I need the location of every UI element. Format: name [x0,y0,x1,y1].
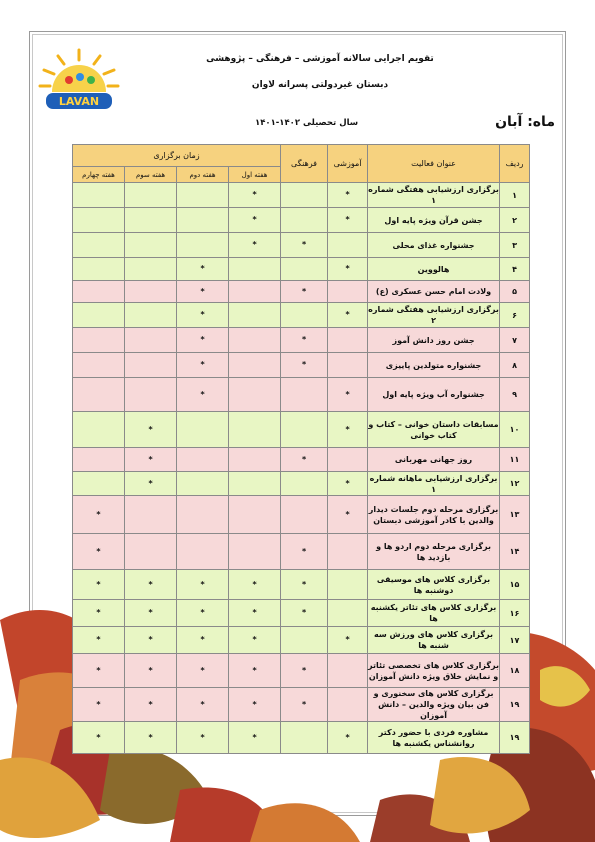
week-3-mark-cell [125,233,177,258]
activity-title-cell: برگزاری مرحله دوم جلسات دیدار والدین با کادر آموزشی دبستان [368,496,500,534]
cultural-mark-cell [281,722,328,754]
week-1-mark-cell: * [229,688,281,722]
activity-title-cell: مسابقات داستان خوانی – کتاب و کتاب خوانی [368,412,500,448]
cultural-mark-cell [281,183,328,208]
activity-title-cell: مشاوره فردی با حضور دکتر روانشناس یکشنبه ها [368,722,500,754]
week-3-mark-cell [125,353,177,378]
table-row [73,183,530,208]
educational-mark-cell [328,281,368,303]
week-3-mark-cell [125,378,177,412]
week-2-mark-cell: * [177,722,229,754]
week-1-mark-cell: * [229,722,281,754]
row-number-cell: ۳ [500,233,530,258]
cultural-mark-cell [281,208,328,233]
cultural-mark-cell: * [281,281,328,303]
week-1-mark-cell: * [229,654,281,688]
cultural-mark-cell: * [281,353,328,378]
week-2-mark-cell [177,183,229,208]
week-3-mark-cell: * [125,570,177,600]
week-2-mark-cell: * [177,258,229,281]
cultural-mark-cell: * [281,600,328,627]
week-4-mark-cell [73,472,125,496]
educational-mark-cell: * [328,183,368,208]
educational-mark-cell [328,233,368,258]
week-4-mark-cell: * [73,496,125,534]
week-3-mark-cell [125,258,177,281]
row-number-cell: ۱۹ [500,722,530,754]
week-2-mark-cell [177,233,229,258]
week-1-mark-cell [229,448,281,472]
cultural-mark-cell: * [281,570,328,600]
activity-title-cell: برگزاری ارزشیابی هفتگی شماره ۱ [368,183,500,208]
activity-title-cell: روز جهانی مهربانی [368,448,500,472]
week-2-mark-cell: * [177,303,229,328]
week-3-mark-cell [125,534,177,570]
week-2-mark-cell: * [177,627,229,654]
activity-title-cell: جشن قرآن ویژه پایه اول [368,208,500,233]
week-2-mark-cell: * [177,378,229,412]
week-2-mark-cell: * [177,281,229,303]
table-row [73,688,530,722]
activity-title-cell: برگزاری کلاس های موسیقی دوشنبه ها [368,570,500,600]
cultural-mark-cell: * [281,328,328,353]
row-number-cell: ۱۳ [500,496,530,534]
week-4-mark-cell [73,303,125,328]
school-name: دبستان غیردولتی پسرانه لاوان [251,80,389,90]
educational-mark-cell: * [328,496,368,534]
row-number-cell: ۱۲ [500,472,530,496]
table-row [73,472,530,496]
cultural-mark-cell: * [281,534,328,570]
week-3-mark-cell [125,208,177,233]
week-2-mark-cell: * [177,353,229,378]
week-2-mark-cell [177,534,229,570]
week-3-mark-cell: * [125,688,177,722]
cultural-mark-cell: * [281,448,328,472]
row-number-cell: ۷ [500,328,530,353]
educational-mark-cell: * [328,378,368,412]
week-1-mark-cell [229,328,281,353]
table-row [73,233,530,258]
activity-title-cell: برگزاری مرحله دوم اردو ها و بازدید ها [368,534,500,570]
week-4-mark-cell [73,183,125,208]
week-1-mark-cell [229,534,281,570]
row-number-cell: ۱۹ [500,688,530,722]
educational-mark-cell: * [328,412,368,448]
week-1-mark-cell: * [229,600,281,627]
header-cultural: فرهنگی [281,145,328,183]
week-1-mark-cell: * [229,208,281,233]
row-number-cell: ۱۰ [500,412,530,448]
activity-title-cell: برگزاری کلاس های ورزش سه شنبه ها [368,627,500,654]
cultural-mark-cell [281,303,328,328]
week-2-mark-cell: * [177,654,229,688]
cultural-mark-cell: * [281,233,328,258]
header-educational: آموزشی [328,145,368,183]
cultural-mark-cell [281,378,328,412]
activity-title-cell: جشنواره متولدین پاییزی [368,353,500,378]
week-2-mark-cell [177,208,229,233]
week-4-mark-cell: * [73,722,125,754]
academic-year: سال تحصیلی ۱۴۰۲-۱۴۰۱ [255,118,359,128]
week-1-mark-cell: * [229,183,281,208]
cultural-mark-cell [281,472,328,496]
row-number-cell: ۴ [500,258,530,281]
header-week-3: هفته سوم [125,167,177,183]
week-4-mark-cell [73,208,125,233]
header-week-2: هفته دوم [177,167,229,183]
week-4-mark-cell [73,353,125,378]
week-2-mark-cell [177,412,229,448]
week-3-mark-cell [125,183,177,208]
week-3-mark-cell [125,303,177,328]
educational-mark-cell [328,654,368,688]
document-title: تقویم اجرایی سالانه آموزشی – فرهنگی – پژوهشی [206,54,434,64]
week-4-mark-cell [73,328,125,353]
cultural-mark-cell: * [281,688,328,722]
header-schedule: زمان برگزاری [73,145,281,167]
activity-title-cell: جشن روز دانش آموز [368,328,500,353]
week-1-mark-cell: * [229,627,281,654]
week-1-mark-cell [229,412,281,448]
educational-mark-cell [328,328,368,353]
week-4-mark-cell: * [73,654,125,688]
activity-title-cell: برگزاری کلاس های تخصصی تئاتر و نمایش خلاق ویژه دانش آموزان [368,654,500,688]
educational-mark-cell [328,448,368,472]
educational-mark-cell: * [328,472,368,496]
cultural-mark-cell [281,496,328,534]
row-number-cell: ۱۷ [500,627,530,654]
week-3-mark-cell: * [125,722,177,754]
row-number-cell: ۹ [500,378,530,412]
week-3-mark-cell [125,496,177,534]
table-row [73,353,530,378]
week-4-mark-cell: * [73,534,125,570]
table-row [73,570,530,600]
week-2-mark-cell [177,496,229,534]
week-2-mark-cell [177,472,229,496]
row-number-cell: ۱۴ [500,534,530,570]
week-2-mark-cell: * [177,688,229,722]
cultural-mark-cell [281,627,328,654]
table-row [73,654,530,688]
week-2-mark-cell [177,448,229,472]
week-1-mark-cell [229,303,281,328]
week-2-mark-cell: * [177,570,229,600]
month-label: ماه: آبان [495,114,555,130]
week-4-mark-cell [73,233,125,258]
educational-mark-cell [328,600,368,627]
row-number-cell: ۸ [500,353,530,378]
week-4-mark-cell [73,378,125,412]
table-row [73,412,530,448]
header-week-4: هفته چهارم [73,167,125,183]
cultural-mark-cell [281,258,328,281]
week-4-mark-cell: * [73,570,125,600]
week-4-mark-cell [73,258,125,281]
educational-mark-cell: * [328,303,368,328]
schedule-table [72,144,530,754]
week-1-mark-cell [229,496,281,534]
table-row [73,258,530,281]
activity-title-cell: برگزاری ارزشیابی هفتگی شماره ۲ [368,303,500,328]
week-3-mark-cell [125,281,177,303]
week-2-mark-cell: * [177,600,229,627]
week-3-mark-cell: * [125,448,177,472]
educational-mark-cell: * [328,627,368,654]
header-row-number: ردیف [500,145,530,183]
week-1-mark-cell [229,258,281,281]
week-1-mark-cell: * [229,233,281,258]
school-logo [36,46,122,116]
activity-title-cell: ولادت امام حسن عسکری (ع) [368,281,500,303]
week-1-mark-cell [229,472,281,496]
week-3-mark-cell: * [125,627,177,654]
week-3-mark-cell: * [125,472,177,496]
table-row [73,722,530,754]
logo-text: LAVAN [58,95,100,108]
table-row [73,303,530,328]
week-1-mark-cell [229,281,281,303]
educational-mark-cell: * [328,722,368,754]
activity-title-cell: برگزاری کلاس های سخنوری و فن بیان ویژه والدین – دانش آموزان [368,688,500,722]
header-activity-title: عنوان فعالیت [368,145,500,183]
week-1-mark-cell [229,353,281,378]
week-4-mark-cell [73,412,125,448]
activity-title-cell: برگزاری کلاس های تئاتر یکشنبه ها [368,600,500,627]
row-number-cell: ۱۱ [500,448,530,472]
table-row [73,600,530,627]
table-row [73,448,530,472]
educational-mark-cell [328,570,368,600]
activity-title-cell: جشنواره آب ویژه پایه اول [368,378,500,412]
week-4-mark-cell: * [73,688,125,722]
cultural-mark-cell [281,412,328,448]
educational-mark-cell [328,688,368,722]
table-row [73,534,530,570]
header-week-1: هفته اول [229,167,281,183]
table-row [73,496,530,534]
educational-mark-cell [328,353,368,378]
week-4-mark-cell [73,448,125,472]
educational-mark-cell [328,534,368,570]
table-row [73,328,530,353]
table-row [73,281,530,303]
week-3-mark-cell: * [125,600,177,627]
cultural-mark-cell: * [281,654,328,688]
educational-mark-cell: * [328,258,368,281]
week-3-mark-cell: * [125,654,177,688]
activity-title-cell: هالووین [368,258,500,281]
row-number-cell: ۲ [500,208,530,233]
row-number-cell: ۶ [500,303,530,328]
table-row [73,208,530,233]
week-4-mark-cell [73,281,125,303]
activity-title-cell: برگزاری ارزشیابی ماهانه شماره ۱ [368,472,500,496]
educational-mark-cell: * [328,208,368,233]
row-number-cell: ۱۸ [500,654,530,688]
week-2-mark-cell: * [177,328,229,353]
row-number-cell: ۱۶ [500,600,530,627]
activity-title-cell: جشنواره غذای محلی [368,233,500,258]
week-3-mark-cell [125,328,177,353]
row-number-cell: ۱ [500,183,530,208]
week-4-mark-cell: * [73,600,125,627]
table-row [73,627,530,654]
row-number-cell: ۱۵ [500,570,530,600]
table-row [73,378,530,412]
row-number-cell: ۵ [500,281,530,303]
week-1-mark-cell [229,378,281,412]
week-1-mark-cell: * [229,570,281,600]
week-4-mark-cell: * [73,627,125,654]
week-3-mark-cell: * [125,412,177,448]
